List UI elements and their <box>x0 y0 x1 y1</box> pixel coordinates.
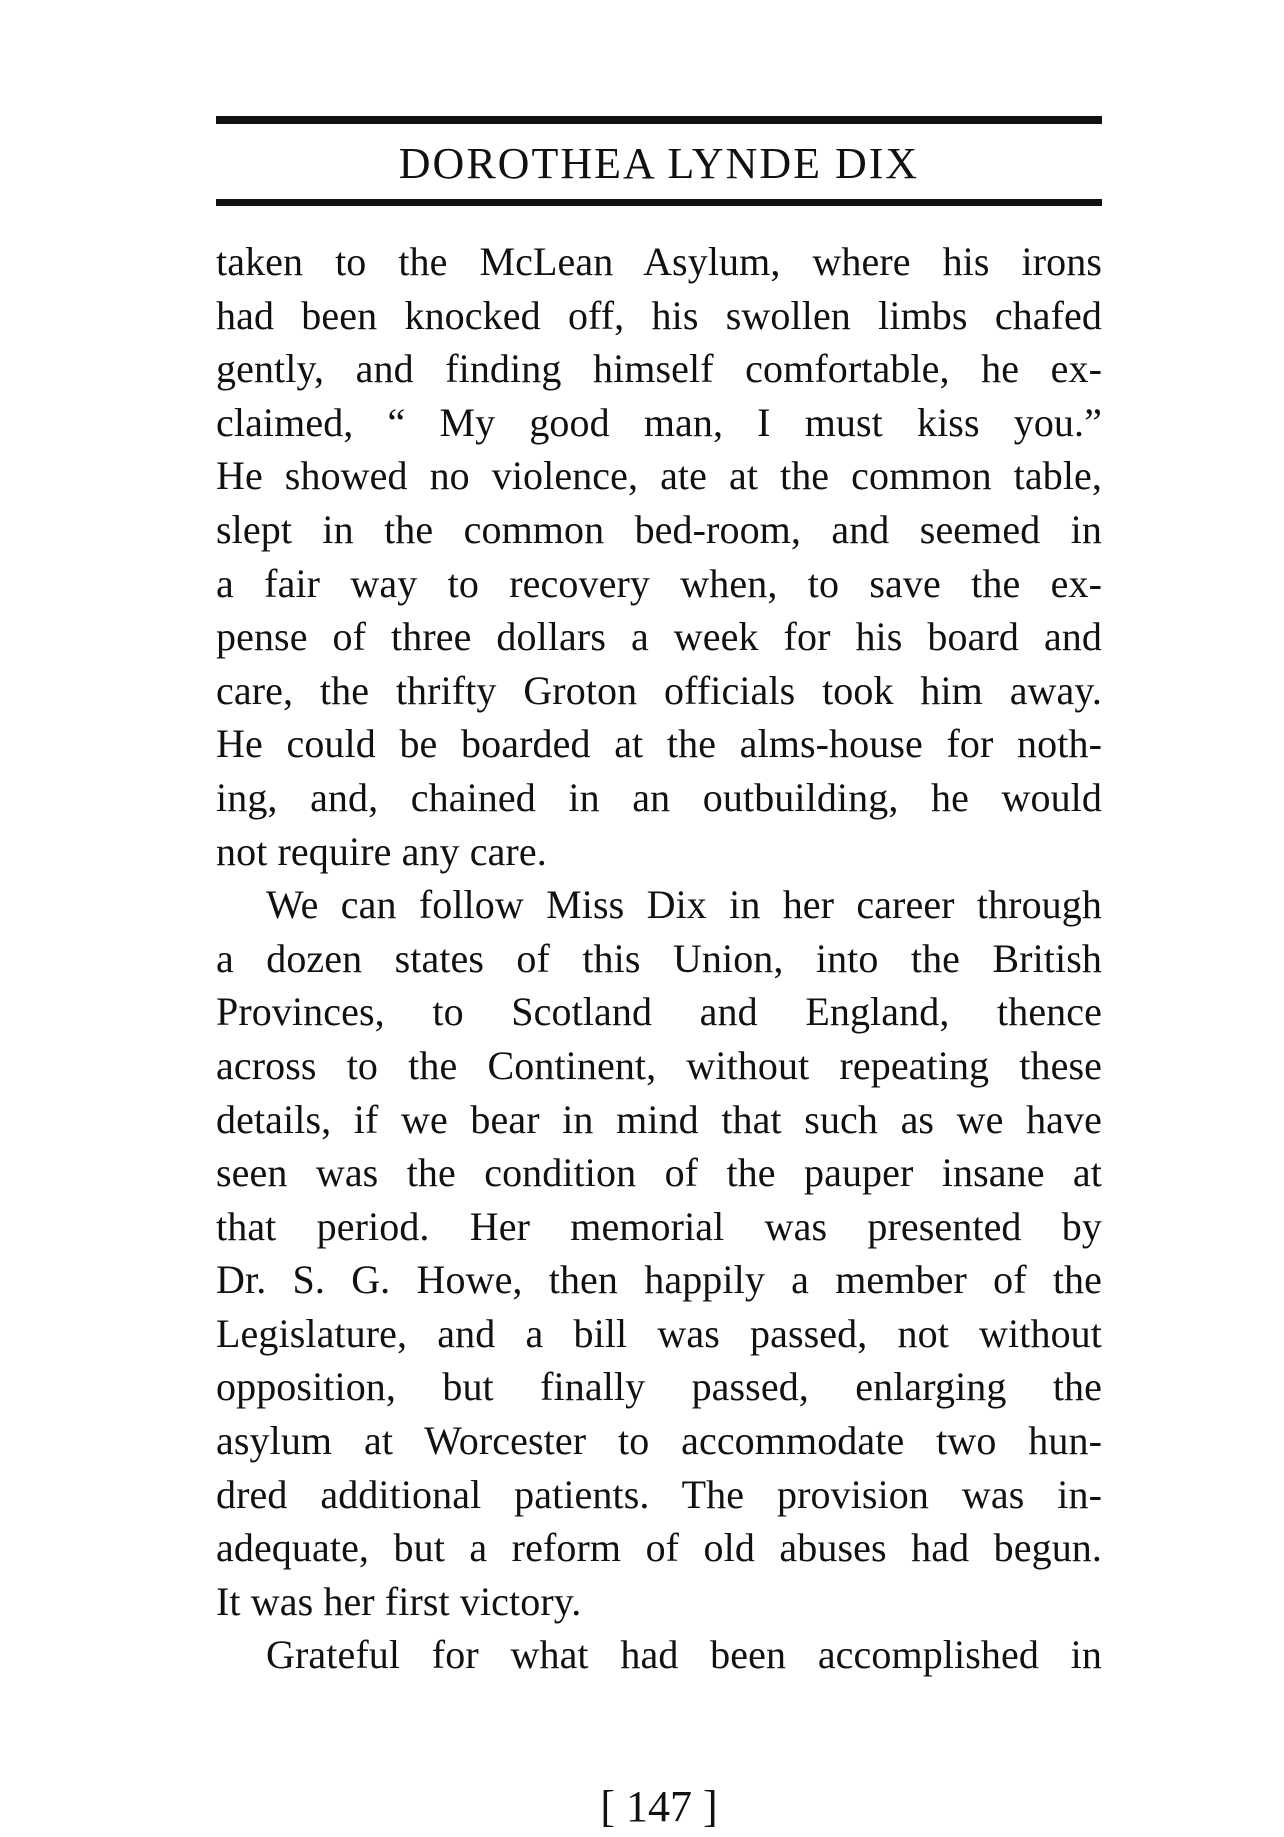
page-number: [ 147 ] <box>600 1782 718 1831</box>
text-line: Grateful for what had been accomplished in <box>266 1632 1102 1678</box>
text-line: gently, and finding himself comfortable, he ex- <box>216 346 1102 392</box>
text-line: not require any care. <box>216 828 547 874</box>
text-line: a fair way to recovery when, to save the ex- <box>216 560 1102 606</box>
text-line: ing, and, chained in an outbuilding, he would <box>216 774 1102 820</box>
text-line: claimed, “ My good man, I must kiss you.” <box>216 399 1102 445</box>
text-line: adequate, but a reform of old abuses had begun. <box>216 1525 1102 1571</box>
text-line: Legislature, and a bill was passed, not without <box>216 1310 1102 1356</box>
text-line: seen was the condition of the pauper insane at <box>216 1150 1102 1196</box>
text-line: taken to the McLean Asylum, where his irons <box>216 239 1102 284</box>
text-line: He showed no violence, ate at the common table, <box>216 453 1102 499</box>
text-line: slept in the common bed-room, and seemed in <box>216 506 1102 552</box>
text-line: details, if we bear in mind that such as we have <box>216 1096 1102 1142</box>
text-line: a dozen states of this Union, into the British <box>216 935 1102 981</box>
header-rule-bottom <box>216 199 1102 206</box>
running-head: DOROTHEA LYNDE DIX <box>398 139 920 188</box>
text-line: across to the Continent, without repeating these <box>216 1042 1102 1088</box>
text-line: asylum at Worcester to accommodate two hun- <box>216 1418 1102 1464</box>
text-line: care, the thrifty Groton officials took him away. <box>216 667 1102 713</box>
text-line: We can follow Miss Dix in her career through <box>266 882 1102 928</box>
text-line: that period. Her memorial was presented by <box>216 1203 1102 1249</box>
header-rule-top <box>216 116 1102 124</box>
text-line: had been knocked off, his swollen limbs chafed <box>216 292 1102 338</box>
text-line: He could be boarded at the alms-house for noth- <box>216 721 1102 767</box>
text-line: Dr. S. G. Howe, then happily a member of the <box>216 1257 1102 1303</box>
text-line: pense of three dollars a week for his board and <box>216 614 1102 660</box>
text-line: dred additional patients. The provision was in- <box>216 1471 1102 1517</box>
text-line: opposition, but finally passed, enlarging the <box>216 1364 1102 1410</box>
text-line: It was her first victory. <box>216 1578 582 1624</box>
text-line: Provinces, to Scotland and England, thence <box>216 989 1102 1035</box>
body-text <box>216 235 1102 1682</box>
